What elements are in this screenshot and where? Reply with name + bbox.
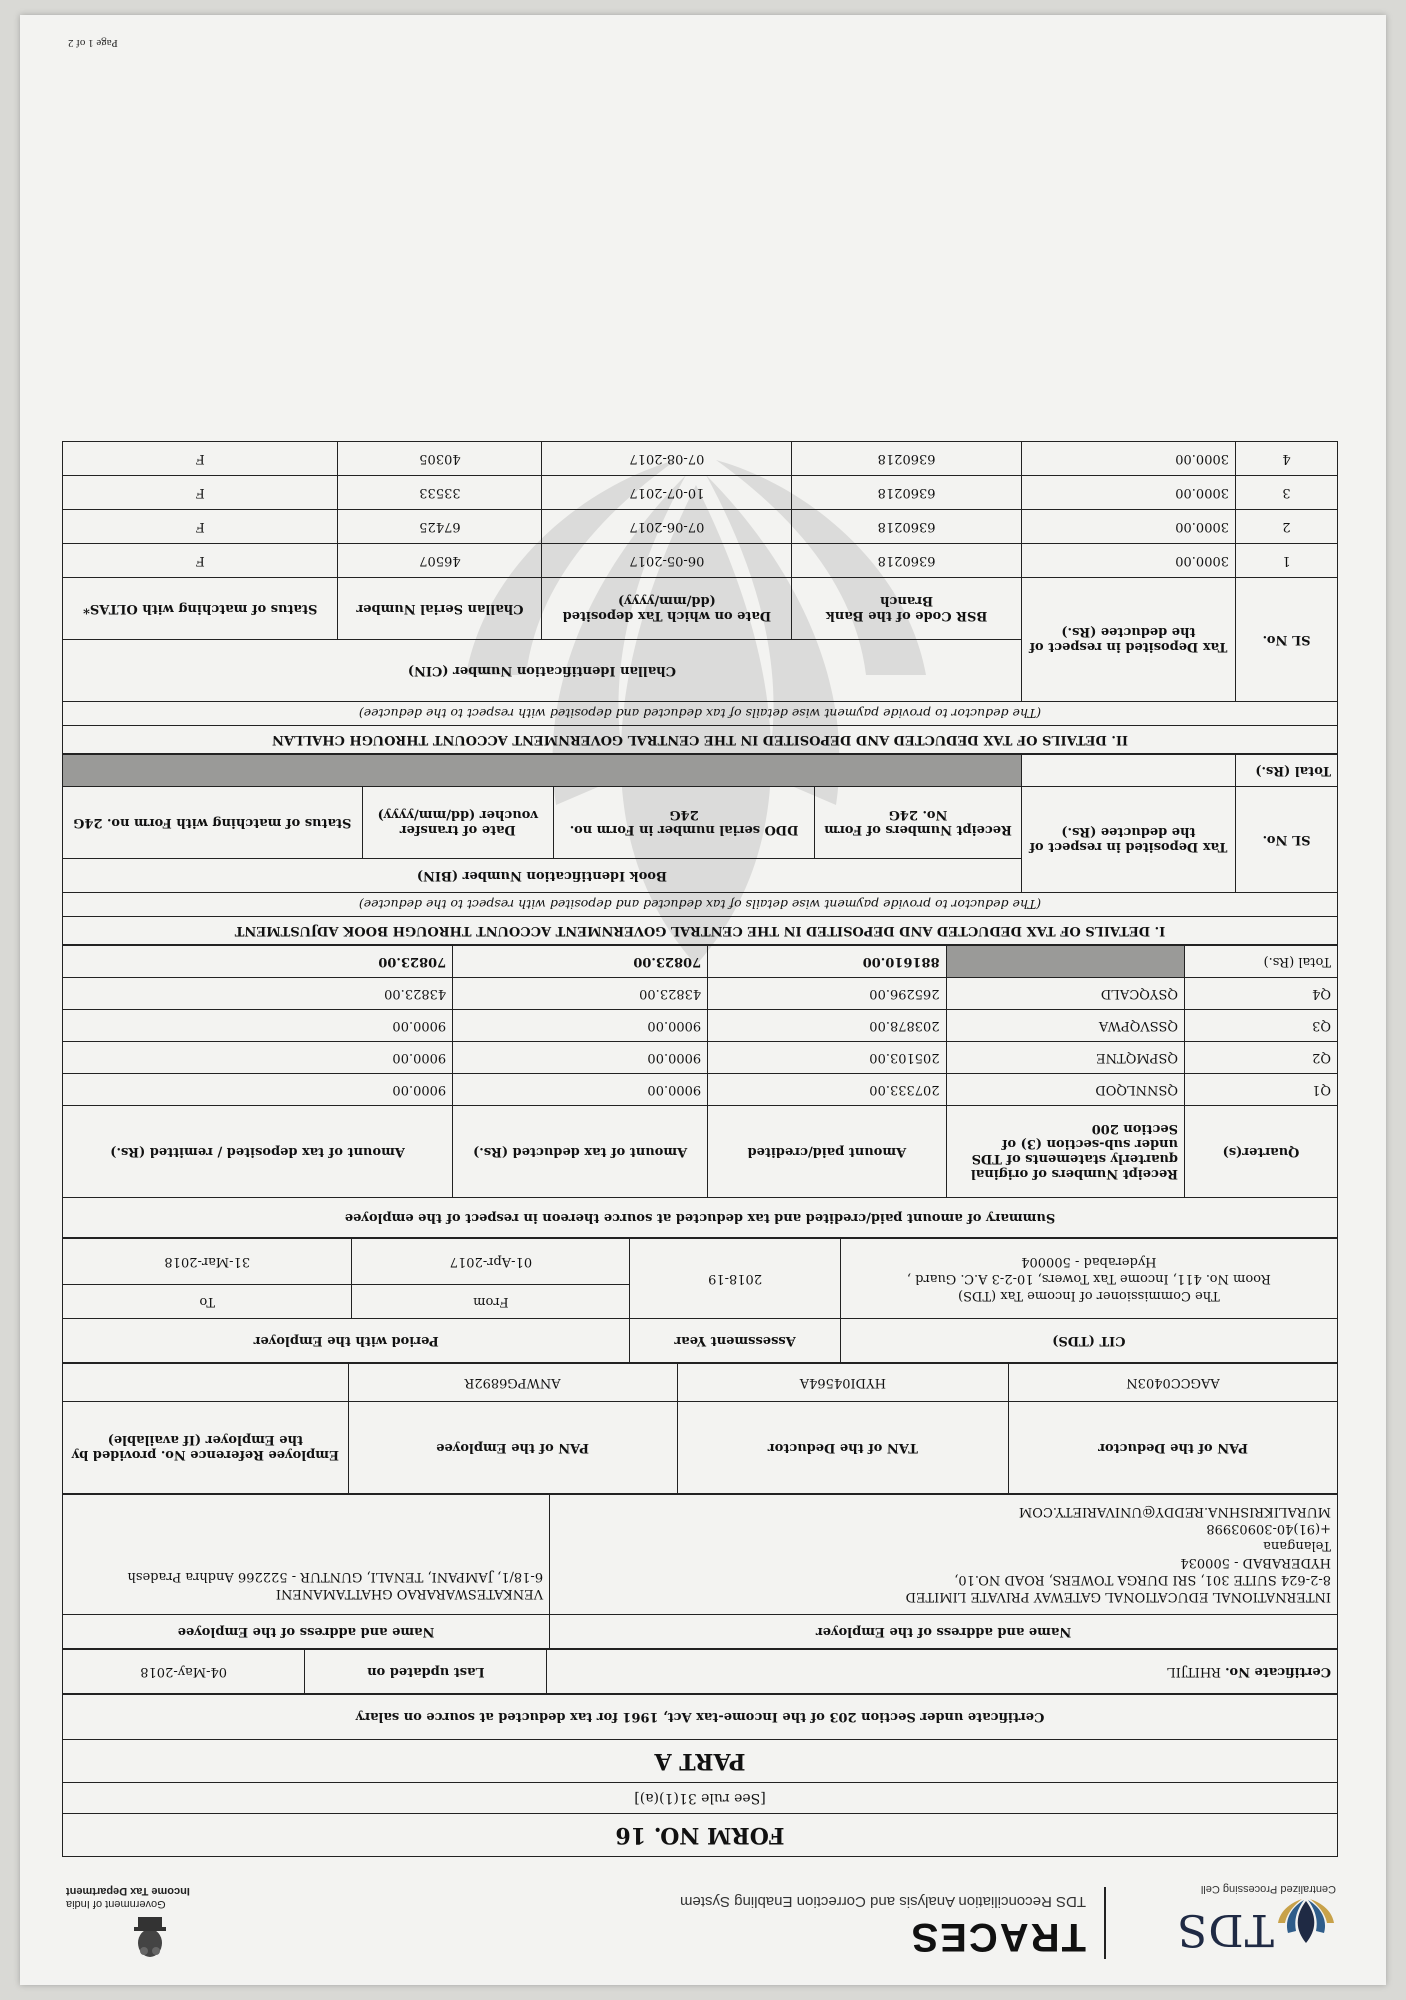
- book-col-sl: SL No.: [1236, 787, 1338, 893]
- traces-block: [680, 1893, 1086, 1959]
- challan-status: F: [63, 510, 338, 544]
- challan-sl: 4: [1236, 442, 1338, 476]
- certificate-no-value: RHITJIL: [1167, 1664, 1221, 1679]
- challan-row: [63, 544, 1338, 578]
- form16-part-a: [62, 441, 1338, 1857]
- challan-sl: 1: [1236, 544, 1338, 578]
- period-to-value: 31-Mar-2018: [63, 1239, 352, 1285]
- book-col-tax: Tax Deposited in respect of the deductee (Rs.): [1021, 787, 1235, 893]
- challan-status: F: [63, 544, 338, 578]
- challan-serial: 33533: [338, 476, 542, 510]
- tan-deductor-value: HYDI04564A: [677, 1364, 1009, 1402]
- national-emblem-icon: [130, 1913, 170, 1965]
- employer-email: MURALIKRISHNA.REDDY@UNIVARIETY.COM: [1018, 1504, 1331, 1520]
- summary-paid: 207333.00: [708, 1074, 946, 1106]
- tds-wordmark: TDS: [1176, 1904, 1274, 1955]
- tds-logo: [1126, 1885, 1336, 1955]
- form-rule: [See rule 31(1)(a)]: [63, 1783, 1338, 1814]
- summary-deducted: 9000.00: [453, 1010, 708, 1042]
- challan-date: 06-05-2017: [542, 544, 792, 578]
- challan-col-sl: SL No.: [1236, 578, 1338, 702]
- summary-paid: 205103.00: [708, 1042, 946, 1074]
- period-table: [62, 1238, 1338, 1363]
- book-col-ddo: DDO serial number in Form no. 24G: [553, 787, 814, 859]
- employee-address-cell: [63, 1495, 550, 1615]
- cit-address-cell: [840, 1239, 1337, 1319]
- employer-state: Telangana: [1263, 1538, 1331, 1554]
- challan-sl: 2: [1236, 510, 1338, 544]
- certificate-caption: Certificate under Section 203 of the Income-tax Act, 1961 for tax deducted at source on salary: [63, 1695, 1338, 1740]
- challan-table: [62, 441, 1338, 754]
- challan-serial: 67425: [338, 510, 542, 544]
- summary-deducted: 43823.00: [453, 978, 708, 1010]
- employee-reference-value: [63, 1364, 349, 1402]
- challan-row: [63, 476, 1338, 510]
- assessment-year-label: Assessment Year: [630, 1319, 840, 1363]
- book-col-receipt: Receipt Numbers of Form No. 24G: [815, 787, 1022, 859]
- employee-label: Name and address of the Employee: [63, 1615, 550, 1649]
- summary-total-label: Total (Rs.): [1185, 946, 1338, 978]
- last-updated-value: 04-May-2018: [63, 1650, 305, 1694]
- period-from-value: 01-Apr-2017: [352, 1239, 630, 1285]
- book-adjustment-table: [62, 754, 1338, 945]
- gov-of-india-text: Government of India: [66, 1898, 166, 1910]
- cit-line1: The Commissioner of Income Tax (TDS): [958, 1288, 1220, 1303]
- challan-col-status: Status of matching with OLTAS*: [63, 578, 338, 640]
- income-tax-dept-text: Income Tax Department: [66, 1885, 190, 1897]
- employer-phone: +(91)40-30903998: [1206, 1521, 1331, 1537]
- challan-bsr: 6360218: [792, 476, 1022, 510]
- challan-bsr: 6360218: [792, 442, 1022, 476]
- challan-cin-label: Challan Identification Number (CIN): [63, 640, 1022, 702]
- last-updated-label: Last updated on: [305, 1650, 547, 1694]
- challan-serial: 46507: [338, 544, 542, 578]
- employer-address-line2: HYDERABAD - 500034: [1180, 1555, 1331, 1571]
- pan-deductor-label: PAN of the Deductor: [1009, 1402, 1338, 1494]
- period-to-label: To: [63, 1285, 352, 1319]
- challan-col-serial: Challan Serial Number: [338, 578, 542, 640]
- pan-employee-label: PAN of the Employee: [348, 1402, 677, 1494]
- book-total-label: Total (Rs.): [1236, 755, 1338, 787]
- book-heading: I. DETAILS OF TAX DEDUCTED AND DEPOSITED IN THE CENTRAL GOVERNMENT ACCOUNT THROUGH BOOK ADJUSTMENT: [63, 917, 1338, 945]
- part-a-title: PART A: [63, 1740, 1338, 1783]
- summary-row: [63, 1042, 1338, 1074]
- challan-serial: 40305: [338, 442, 542, 476]
- employer-address-cell: [550, 1495, 1338, 1615]
- form-title: FORM NO. 16: [63, 1814, 1338, 1857]
- employer-label: Name and address of the Employer: [550, 1615, 1338, 1649]
- summary-paid: 203878.00: [708, 1010, 946, 1042]
- book-total-value: [1021, 755, 1235, 787]
- book-note: (The deductor to provide payment wise details of tax deducted and deposited with respect to the deductee): [63, 893, 1338, 917]
- summary-col-paid: Amount paid/credited: [708, 1106, 946, 1198]
- summary-deducted: 9000.00: [453, 1042, 708, 1074]
- summary-total-deducted: 70823.00: [453, 946, 708, 978]
- summary-row: [63, 978, 1338, 1010]
- ids-table: [62, 1363, 1338, 1494]
- form-title-table: [62, 1694, 1338, 1857]
- gov-block: [66, 1884, 276, 1965]
- summary-caption: Summary of amount paid/credited and tax deducted at source thereon in respect of the employee: [63, 1198, 1338, 1238]
- employer-address-line1: 8-2-624 SUITE 301, SRI DURGA TOWERS, ROAD NO.10,: [954, 1572, 1331, 1588]
- summary-row: [63, 1010, 1338, 1042]
- assessment-year-value: 2018-19: [630, 1239, 840, 1319]
- cit-label: CIT (TDS): [840, 1319, 1337, 1363]
- header-divider: [1104, 1887, 1106, 1959]
- challan-tax: 3000.00: [1021, 442, 1235, 476]
- pan-deductor-value: AAGCC0403N: [1009, 1364, 1338, 1402]
- summary-deposited: 43823.00: [63, 978, 453, 1010]
- summary-total-deposited: 70823.00: [63, 946, 453, 978]
- summary-quarter: Q2: [1185, 1042, 1338, 1074]
- challan-note: (The deductor to provide payment wise details of tax deducted and deposited with respect to the deductee): [63, 702, 1338, 726]
- summary-deducted: 9000.00: [453, 1074, 708, 1106]
- summary-deposited: 9000.00: [63, 1042, 453, 1074]
- employee-address: 6-18/1, JAMPANI, TENALI, GUNTUR - 522266 Andhra Pradesh: [127, 1569, 544, 1584]
- summary-receipt: QSYQCALD: [946, 978, 1184, 1010]
- book-total-gray-cell: [63, 755, 1022, 787]
- traces-tagline: TDS Reconciliation Analysis and Correction Enabling System: [679, 1893, 1086, 1910]
- tds-subtitle: Centralized Processing Cell: [1200, 1883, 1336, 1895]
- summary-table: [62, 945, 1338, 1238]
- cit-line2: Room No. 411, Income Tax Towers, 10-2-3 A.C. Guard ,: [906, 1271, 1271, 1286]
- summary-total-gray-cell: [946, 946, 1184, 978]
- challan-date: 07-06-2017: [542, 510, 792, 544]
- summary-col-receipt: Receipt Numbers of original quarterly statements of TDS under sub-section (3) of Section 200: [946, 1106, 1184, 1198]
- employee-reference-label: Employee Reference No. provided by the Employer (If available): [63, 1402, 349, 1494]
- form16-sheet: [20, 15, 1386, 1985]
- summary-row: [63, 1074, 1338, 1106]
- book-col-status: Status of matching with Form no. 24G: [63, 787, 363, 859]
- summary-quarter: Q4: [1185, 978, 1338, 1010]
- certificate-no-label: Certificate No.: [1225, 1664, 1331, 1679]
- summary-paid: 265296.00: [708, 978, 946, 1010]
- challan-bsr: 6360218: [792, 544, 1022, 578]
- traces-wordmark: TRACES: [909, 1915, 1086, 1959]
- employer-name: INTERNATIONAL EDUCATIONAL GATEWAY PRIVATE LIMITED: [905, 1589, 1331, 1605]
- summary-total-row: [63, 946, 1338, 978]
- challan-tax: 3000.00: [1021, 510, 1235, 544]
- tds-flame-icon: [1276, 1897, 1336, 1947]
- page-number: Page 1 of 2: [68, 37, 118, 49]
- certificate-no-cell: [547, 1650, 1338, 1694]
- challan-sl: 3: [1236, 476, 1338, 510]
- summary-col-quarter: Quarter(s): [1185, 1106, 1338, 1198]
- challan-tax: 3000.00: [1021, 476, 1235, 510]
- challan-col-date: Date on which Tax deposited (dd/mm/yyyy): [542, 578, 792, 640]
- parties-table: [62, 1494, 1338, 1649]
- challan-status: F: [63, 476, 338, 510]
- summary-col-deducted: Amount of tax deducted (Rs.): [453, 1106, 708, 1198]
- summary-deposited: 9000.00: [63, 1074, 453, 1106]
- tan-deductor-label: TAN of the Deductor: [677, 1402, 1009, 1494]
- challan-heading: II. DETAILS OF TAX DEDUCTED AND DEPOSITED IN THE CENTRAL GOVERNMENT ACCOUNT THROUGH CHALLAN: [63, 726, 1338, 754]
- summary-total-paid: 881610.00: [708, 946, 946, 978]
- summary-quarter: Q3: [1185, 1010, 1338, 1042]
- challan-tax: 3000.00: [1021, 544, 1235, 578]
- certificate-table: [62, 1649, 1338, 1694]
- challan-col-bsr: BSR Code of the Bank Branch: [792, 578, 1022, 640]
- challan-row: [63, 510, 1338, 544]
- summary-receipt: QSPMQTNE: [946, 1042, 1184, 1074]
- challan-row: [63, 442, 1338, 476]
- challan-status: F: [63, 442, 338, 476]
- summary-col-deposited: Amount of tax deposited / remitted (Rs.): [63, 1106, 453, 1198]
- challan-date: 07-08-2017: [542, 442, 792, 476]
- challan-bsr: 6360218: [792, 510, 1022, 544]
- summary-deposited: 9000.00: [63, 1010, 453, 1042]
- book-total-row: [63, 755, 1338, 787]
- challan-date: 10-07-2017: [542, 476, 792, 510]
- header-bar: [66, 1870, 1336, 1965]
- summary-quarter: Q1: [1185, 1074, 1338, 1106]
- period-from-label: From: [352, 1285, 630, 1319]
- book-col-date: Date of transfer voucher (dd/mm/yyyy): [362, 787, 553, 859]
- cit-line3: Hyderabad - 500004: [1021, 1254, 1157, 1269]
- summary-receipt: QSSVQPWA: [946, 1010, 1184, 1042]
- summary-receipt: QSNNLQOD: [946, 1074, 1184, 1106]
- period-label: Period with the Employer: [63, 1319, 630, 1363]
- employee-name: VENKATESWARARAO GHATTAMANENI: [275, 1586, 544, 1601]
- book-bin-label: Book Identification Number (BIN): [63, 859, 1022, 893]
- challan-col-tax: Tax Deposited in respect of the deductee (Rs.): [1021, 578, 1235, 702]
- pan-employee-value: ANWPG6892R: [348, 1364, 677, 1402]
